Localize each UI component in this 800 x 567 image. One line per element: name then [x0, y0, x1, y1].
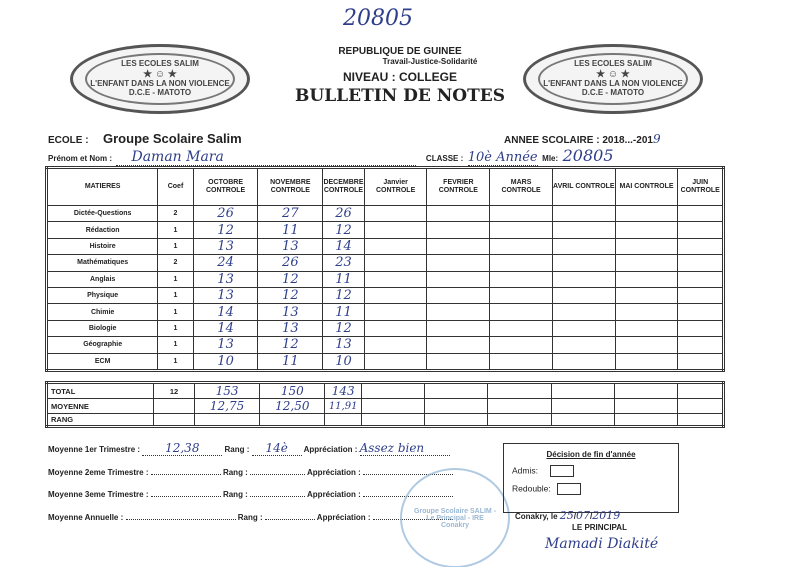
november-grade: 27: [258, 206, 323, 222]
table-row: [47, 304, 724, 320]
empty-grade-cell: [364, 206, 427, 222]
rang-label: Rang :: [222, 490, 248, 499]
table-row: [47, 222, 724, 238]
subject-cell: Rédaction: [47, 222, 158, 238]
november-grade: 12: [258, 337, 323, 353]
admis-label: Admis:: [512, 465, 538, 476]
november-grade: 11: [258, 353, 323, 370]
level-label: NIVEAU : COLLEGE: [342, 70, 457, 84]
ecole-value: Groupe Scolaire Salim: [103, 131, 242, 146]
october-grade: 14: [193, 320, 258, 336]
total-nov: 150: [260, 383, 325, 399]
column-header: MARS CONTROLE: [490, 168, 553, 206]
total-label: TOTAL: [47, 383, 154, 399]
rang-label: Rang :: [237, 513, 263, 522]
december-grade: 12: [323, 287, 365, 303]
empty-grade-cell: [678, 353, 724, 370]
moyenne-row: [47, 399, 724, 414]
empty-grade-cell: [490, 304, 553, 320]
empty-grade-cell: [552, 238, 615, 254]
empty-grade-cell: [364, 304, 427, 320]
empty-grade-cell: [678, 206, 724, 222]
column-header: MATIERES: [47, 168, 158, 206]
column-header: NOVEMBRE CONTROLE: [258, 168, 323, 206]
column-header: MAI CONTROLE: [615, 168, 678, 206]
empty-grade-cell: [552, 222, 615, 238]
column-header: FEVRIER CONTROLE: [427, 168, 490, 206]
table-row: [47, 271, 724, 287]
place-label: Conakry, le: [515, 512, 558, 521]
empty-grade-cell: [552, 304, 615, 320]
empty-grade-cell: [427, 287, 490, 303]
header: [290, 46, 510, 106]
coef-cell: 1: [158, 238, 193, 254]
total-oct: 153: [194, 383, 259, 399]
october-grade: 13: [193, 271, 258, 287]
october-grade: 13: [193, 337, 258, 353]
moyenne-oct: 12,75: [194, 399, 259, 414]
november-grade: 13: [258, 320, 323, 336]
empty-grade-cell: [678, 287, 724, 303]
december-grade: 13: [323, 337, 365, 353]
empty-grade-cell: [364, 320, 427, 336]
logo-text-top: LES ECOLES SALIM: [121, 59, 199, 69]
nom-value: Daman Mara: [116, 149, 416, 166]
empty-grade-cell: [552, 320, 615, 336]
logo-figures-icon: ★ ☺ ★: [143, 69, 177, 81]
t1-value: 12,38: [142, 441, 222, 456]
t1-rang: 14è: [252, 441, 302, 456]
empty-grade-cell: [427, 320, 490, 336]
school-logo-left: [70, 44, 250, 114]
date-day: 25: [559, 509, 574, 522]
empty-grade-cell: [678, 271, 724, 287]
empty-grade-cell: [615, 337, 678, 353]
table-row: [47, 206, 724, 222]
annual-label: Moyenne Annuelle :: [48, 513, 124, 522]
empty-grade-cell: [364, 222, 427, 238]
column-header: AVRIL CONTROLE: [552, 168, 615, 206]
empty-grade-cell: [364, 255, 427, 271]
empty-grade-cell: [490, 222, 553, 238]
appreciation-label: Appréciation :: [307, 468, 361, 477]
column-header: Coef: [158, 168, 193, 206]
empty-grade-cell: [678, 238, 724, 254]
column-header: Janvier CONTROLE: [364, 168, 427, 206]
empty-grade-cell: [427, 304, 490, 320]
empty-grade-cell: [615, 238, 678, 254]
principal-signature: Mamadi Diakité: [545, 536, 659, 552]
empty-grade-cell: [615, 353, 678, 370]
subject-cell: Géographie: [47, 337, 158, 353]
empty-grade-cell: [615, 222, 678, 238]
empty-grade-cell: [427, 255, 490, 271]
empty-grade-cell: [427, 271, 490, 287]
trimestre-1-row: [48, 441, 498, 456]
empty-grade-cell: [364, 353, 427, 370]
subject-cell: Chimie: [47, 304, 158, 320]
appreciation-label: Appréciation :: [307, 490, 361, 499]
empty-grade-cell: [427, 222, 490, 238]
moyenne-dec: 11,91: [325, 399, 361, 414]
total-row: [47, 383, 724, 399]
empty-grade-cell: [427, 238, 490, 254]
redouble-label: Redouble:: [512, 483, 551, 494]
november-grade: 12: [258, 287, 323, 303]
subject-cell: ECM: [47, 353, 158, 370]
december-grade: 11: [323, 304, 365, 320]
republic-label: REPUBLIQUE DE GUINEE: [338, 46, 462, 57]
coef-cell: 1: [158, 353, 193, 370]
empty-grade-cell: [490, 320, 553, 336]
empty-grade-cell: [678, 255, 724, 271]
empty-grade-cell: [552, 353, 615, 370]
coef-cell: 2: [158, 255, 193, 271]
november-grade: 13: [258, 238, 323, 254]
empty-grade-cell: [678, 337, 724, 353]
decision-box: [503, 443, 679, 513]
empty-grade-cell: [427, 337, 490, 353]
november-grade: 11: [258, 222, 323, 238]
empty-grade-cell: [364, 271, 427, 287]
subject-cell: Dictée-Questions: [47, 206, 158, 222]
redouble-row: [512, 483, 678, 495]
empty-grade-cell: [490, 337, 553, 353]
nom-row: [48, 146, 748, 166]
logo-text-mid: L'ENFANT DANS LA NON VIOLENCE: [90, 79, 230, 89]
document-number: 20805: [343, 6, 413, 31]
page-title: BULLETIN DE NOTES: [295, 86, 505, 106]
redouble-checkbox[interactable]: [557, 483, 581, 495]
october-grade: 13: [193, 238, 258, 254]
stamp-text: Groupe Scolaire SALIM - Le Principal - IRE Conakry: [413, 508, 497, 529]
ecole-label: ECOLE :: [48, 135, 89, 146]
empty-grade-cell: [490, 238, 553, 254]
date-year: 2019: [592, 509, 621, 522]
october-grade: 13: [193, 287, 258, 303]
classe-value: 10è Année: [467, 150, 538, 165]
moyenne-nov: 12,50: [260, 399, 325, 414]
subject-cell: Mathématiques: [47, 255, 158, 271]
rang-label: RANG: [47, 414, 154, 427]
empty-grade-cell: [364, 287, 427, 303]
appreciation-label: Appréciation :: [303, 445, 358, 454]
table-row: [47, 238, 724, 254]
totals-table: [45, 381, 725, 428]
december-grade: 10: [323, 353, 365, 370]
coef-cell: 1: [158, 222, 193, 238]
admis-checkbox[interactable]: [550, 465, 574, 477]
nom-label: Prénom et Nom :: [48, 154, 113, 163]
empty-grade-cell: [364, 337, 427, 353]
empty-grade-cell: [427, 353, 490, 370]
coef-cell: 1: [158, 287, 193, 303]
rang-label: Rang :: [222, 468, 248, 477]
coef-cell: 1: [158, 271, 193, 287]
november-grade: 26: [258, 255, 323, 271]
decision-title: Décision de fin d'année: [546, 450, 636, 459]
empty-grade-cell: [490, 206, 553, 222]
subject-cell: Physique: [47, 287, 158, 303]
table-row: [47, 353, 724, 370]
empty-grade-cell: [490, 353, 553, 370]
november-grade: 13: [258, 304, 323, 320]
subject-cell: Biologie: [47, 320, 158, 336]
appreciation-label: Appréciation :: [316, 513, 371, 522]
logo-figures-icon: ★ ☺ ★: [596, 69, 630, 81]
empty-grade-cell: [552, 206, 615, 222]
december-grade: 11: [323, 271, 365, 287]
empty-grade-cell: [364, 238, 427, 254]
moyenne-label: MOYENNE: [47, 399, 154, 414]
empty-grade-cell: [552, 255, 615, 271]
october-grade: 10: [193, 353, 258, 370]
annee-value: 9: [652, 132, 661, 146]
empty-grade-cell: [678, 320, 724, 336]
subject-cell: Anglais: [47, 271, 158, 287]
admis-row: [512, 465, 678, 477]
annee-label: ANNEE SCOLAIRE : 2018...-201: [504, 135, 653, 146]
rang-label: Rang :: [224, 445, 250, 454]
school-stamp: [400, 468, 510, 567]
table-row: [47, 337, 724, 353]
logo-text-mid: L'ENFANT DANS LA NON VIOLENCE: [543, 79, 683, 89]
december-grade: 14: [323, 238, 365, 254]
october-grade: 26: [193, 206, 258, 222]
empty-grade-cell: [615, 320, 678, 336]
november-grade: 12: [258, 271, 323, 287]
t2-label: Moyenne 2eme Trimestre :: [48, 468, 149, 477]
empty-grade-cell: [490, 287, 553, 303]
subject-cell: Histoire: [47, 238, 158, 254]
grades-table: [45, 166, 725, 372]
december-grade: 23: [323, 255, 365, 271]
t1-label: Moyenne 1er Trimestre :: [48, 445, 141, 454]
october-grade: 14: [193, 304, 258, 320]
coef-cell: 1: [158, 320, 193, 336]
empty-grade-cell: [615, 304, 678, 320]
classe-label: CLASSE :: [425, 154, 464, 163]
coef-cell: 2: [158, 206, 193, 222]
october-grade: 24: [193, 255, 258, 271]
empty-grade-cell: [552, 271, 615, 287]
empty-grade-cell: [552, 337, 615, 353]
october-grade: 12: [193, 222, 258, 238]
t1-appreciation: Assez bien: [360, 441, 450, 456]
table-header-row: [47, 168, 724, 206]
logo-text-top: LES ECOLES SALIM: [574, 59, 652, 69]
principal-label: LE PRINCIPAL: [572, 523, 627, 532]
empty-grade-cell: [427, 206, 490, 222]
table-row: [47, 320, 724, 336]
table-row: [47, 255, 724, 271]
date-row: Conakry, le 25/07/2019: [515, 509, 621, 522]
motto-label: Travail-Justice-Solidarité: [382, 57, 478, 66]
empty-grade-cell: [678, 304, 724, 320]
empty-grade-cell: [615, 206, 678, 222]
total-dec: 143: [325, 383, 361, 399]
empty-grade-cell: [552, 287, 615, 303]
rang-row: [47, 414, 724, 427]
date-month: 07: [576, 509, 591, 522]
mle-value: 20805: [562, 146, 614, 165]
column-header: DECEMBRE CONTROLE: [323, 168, 365, 206]
table-row: [47, 287, 724, 303]
logo-text-bottom: D.C.E - MATOTO: [128, 87, 192, 97]
empty-grade-cell: [615, 271, 678, 287]
t3-label: Moyenne 3eme Trimestre :: [48, 490, 149, 499]
december-grade: 12: [323, 320, 365, 336]
coef-cell: 1: [158, 304, 193, 320]
mle-label: Mle:: [542, 154, 559, 163]
column-header: OCTOBRE CONTROLE: [193, 168, 258, 206]
december-grade: 26: [323, 206, 365, 222]
empty-grade-cell: [490, 255, 553, 271]
december-grade: 12: [323, 222, 365, 238]
school-logo-right: [523, 44, 703, 114]
logo-text-bottom: D.C.E - MATOTO: [581, 87, 645, 97]
empty-grade-cell: [615, 287, 678, 303]
empty-grade-cell: [678, 222, 724, 238]
empty-grade-cell: [490, 271, 553, 287]
column-header: JUIN CONTROLE: [678, 168, 724, 206]
total-coef: 12: [154, 383, 195, 399]
coef-cell: 1: [158, 337, 193, 353]
empty-grade-cell: [615, 255, 678, 271]
